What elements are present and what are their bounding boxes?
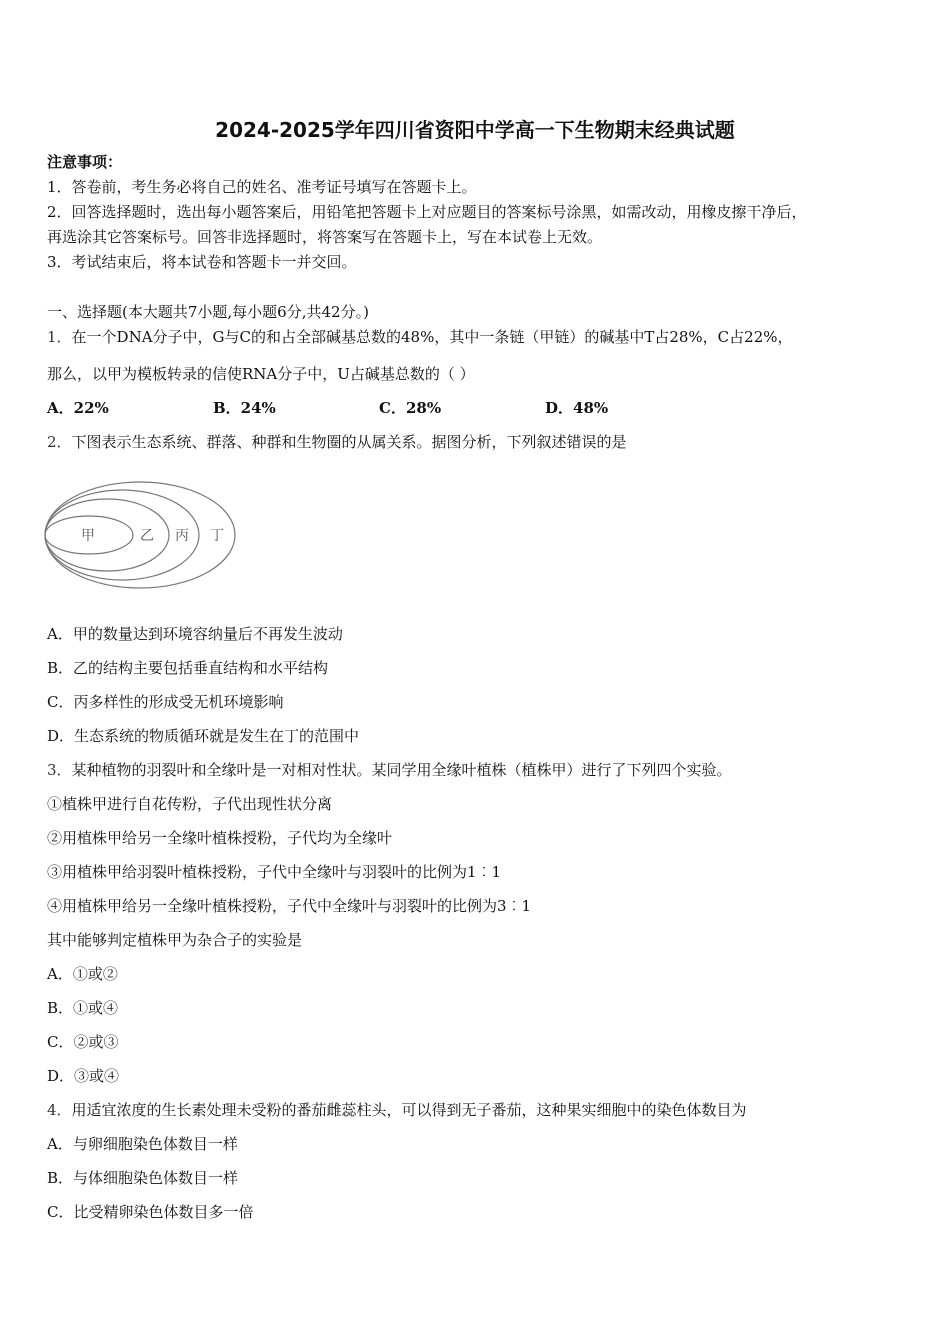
option-c[interactable]: C．比受精卵染色体数目多一倍 bbox=[47, 1203, 254, 1221]
label-ding: 丁 bbox=[210, 528, 224, 544]
question-1-line2: 那么，以甲为模板转录的信使RNA分子中，U占碱基总数的（ ） bbox=[47, 365, 475, 383]
experiment-item: ②用植株甲给另一全缘叶植株授粉，子代均为全缘叶 bbox=[47, 829, 393, 847]
option-d[interactable]: D．生态系统的物质循环就是发生在丁的范围中 bbox=[47, 727, 360, 745]
label-jia: 甲 bbox=[81, 528, 95, 544]
label-bing: 丙 bbox=[175, 528, 189, 544]
question-number: 3． bbox=[47, 761, 72, 779]
question-1 bbox=[47, 327, 793, 347]
experiment-item: ③用植株甲给羽裂叶植株授粉，子代中全缘叶与羽裂叶的比例为1︰1 bbox=[47, 863, 502, 881]
question-stem: 下图表示生态系统、群落、种群和生物圈的从属关系。据图分析，下列叙述错误的是 bbox=[71, 433, 627, 451]
option-b[interactable]: B．乙的结构主要包括垂直结构和水平结构 bbox=[47, 659, 329, 677]
question-3 bbox=[47, 760, 732, 780]
page-title: 2024-2025学年四川省资阳中学高一下生物期末经典试题 bbox=[215, 118, 735, 142]
option-d[interactable]: D．③或④ bbox=[47, 1067, 120, 1085]
question-1-options bbox=[47, 398, 608, 418]
question-number: 2． bbox=[47, 433, 72, 451]
notice-item: 1．答卷前，考生务必将自己的姓名、准考证号填写在答题卡上。 bbox=[47, 178, 477, 196]
notice-heading: 注意事项： bbox=[47, 153, 123, 171]
option-a[interactable]: A．22% bbox=[47, 399, 109, 417]
option-b[interactable]: B．24% bbox=[213, 399, 276, 417]
notice-item: 2．回答选择题时，选出每小题答案后，用铅笔把答题卡上对应题目的答案标号涂黑，如需改动，用橡皮擦干净后， bbox=[47, 203, 807, 221]
option-c[interactable]: C．28% bbox=[379, 399, 442, 417]
section-heading: 一、选择题(本大题共7小题,每小题6分,共42分。) bbox=[47, 303, 369, 321]
option-a[interactable]: A．与卵细胞染色体数目一样 bbox=[47, 1135, 238, 1153]
question-3-prompt: 其中能够判定植株甲为杂合子的实验是 bbox=[47, 931, 303, 949]
question-stem: 某种植物的羽裂叶和全缘叶是一对相对性状。某同学用全缘叶植株（植株甲）进行了下列四个实验。 bbox=[71, 761, 732, 779]
option-d[interactable]: D．48% bbox=[545, 399, 609, 417]
question-2 bbox=[47, 432, 627, 452]
question-number: 1． bbox=[47, 328, 72, 346]
question-stem: 在一个DNA分子中，G与C的和占全部碱基总数的48%，其中一条链（甲链）的碱基中T占28%，C占22%， bbox=[71, 328, 793, 346]
option-a[interactable]: A．①或② bbox=[47, 965, 118, 983]
question-4 bbox=[47, 1100, 747, 1120]
option-a[interactable]: A．甲的数量达到环境容纳量后不再发生波动 bbox=[47, 625, 343, 643]
experiment-item: ④用植株甲给另一全缘叶植株授粉，子代中全缘叶与羽裂叶的比例为3︰1 bbox=[47, 897, 532, 915]
question-stem: 用适宜浓度的生长素处理未受粉的番茄雌蕊柱头，可以得到无子番茄，这种果实细胞中的染色体数目为 bbox=[71, 1101, 747, 1119]
option-b[interactable]: B．①或④ bbox=[47, 999, 119, 1017]
option-c[interactable]: C．②或③ bbox=[47, 1033, 119, 1051]
notice-item: 再选涂其它答案标号。回答非选择题时，将答案写在答题卡上，写在本试卷上无效。 bbox=[47, 228, 603, 246]
nested-ellipse-diagram bbox=[44, 478, 244, 598]
question-number: 4． bbox=[47, 1101, 72, 1119]
experiment-item: ①植株甲进行自花传粉，子代出现性状分离 bbox=[47, 795, 333, 813]
notice-item: 3．考试结束后，将本试卷和答题卡一并交回。 bbox=[47, 253, 357, 271]
option-c[interactable]: C．丙多样性的形成受无机环境影响 bbox=[47, 693, 284, 711]
label-yi: 乙 bbox=[140, 528, 154, 544]
option-b[interactable]: B．与体细胞染色体数目一样 bbox=[47, 1169, 239, 1187]
